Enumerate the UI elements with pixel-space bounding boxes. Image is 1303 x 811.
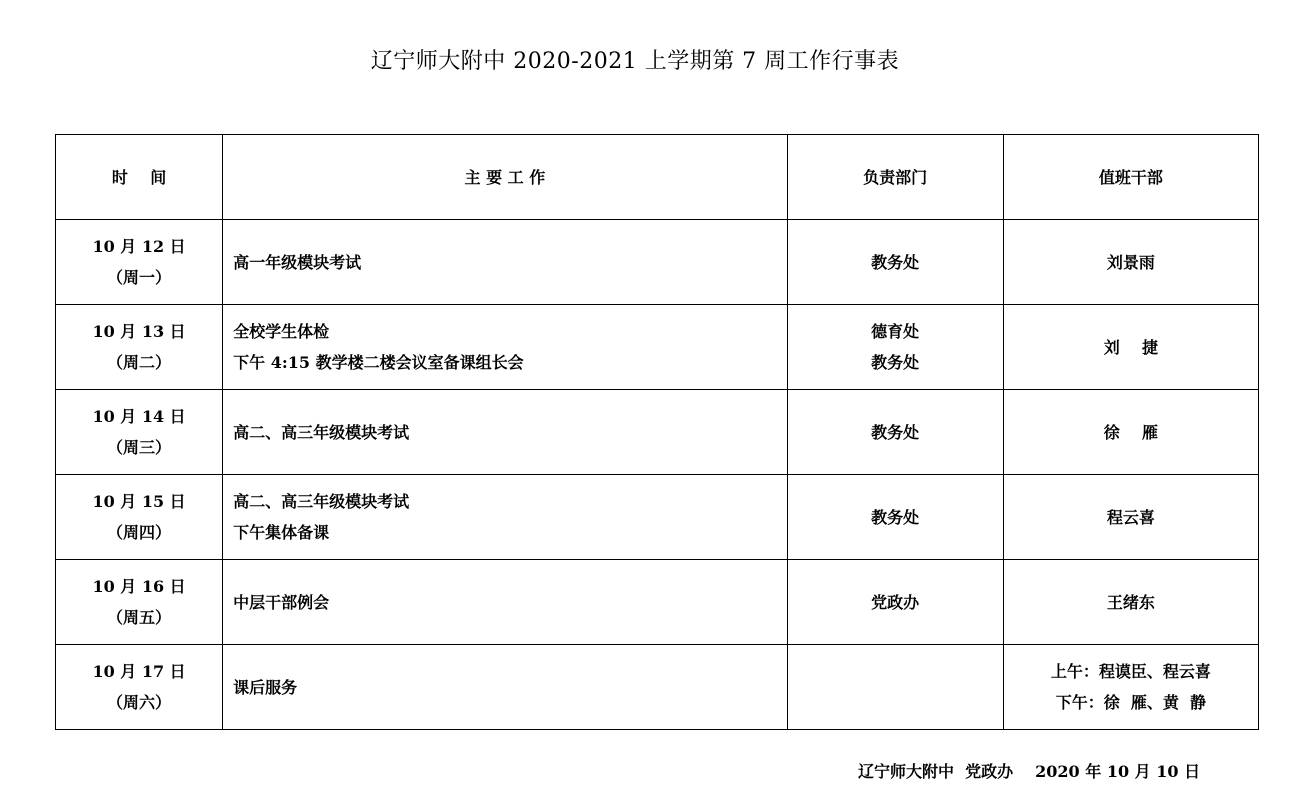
date-cell: 10 月 14 日 （周三） (56, 390, 223, 475)
work-cell: 中层干部例会 (223, 560, 787, 645)
dept-cell (787, 645, 1003, 730)
work-cell: 高一年级模块考试 (223, 220, 787, 305)
header-dept: 负责部门 (787, 135, 1003, 220)
table-row (56, 560, 1259, 645)
table-row (56, 390, 1259, 475)
dept-cell: 德育处 教务处 (787, 305, 1003, 390)
date-cell: 10 月 15 日 （周四） (56, 475, 223, 560)
work-cell: 高二、高三年级模块考试 下午集体备课 (223, 475, 787, 560)
footer-date: 2020 年 10 月 10 日 (1035, 762, 1201, 781)
work-cell: 课后服务 (223, 645, 787, 730)
dept-cell: 教务处 (787, 390, 1003, 475)
header-work: 主 要 工 作 (223, 135, 787, 220)
table-row (56, 645, 1259, 730)
schedule-table (55, 134, 1259, 730)
dept-cell: 党政办 (787, 560, 1003, 645)
table-row (56, 475, 1259, 560)
duty-cell: 上午：程谟臣、程云喜 下午：徐 雁、黄 静 (1003, 645, 1258, 730)
date-cell: 10 月 17 日 （周六） (56, 645, 223, 730)
duty-cell: 王绪东 (1003, 560, 1258, 645)
date-cell: 10 月 13 日 （周二） (56, 305, 223, 390)
dept-cell: 教务处 (787, 475, 1003, 560)
table-header-row (56, 135, 1259, 220)
table-row (56, 220, 1259, 305)
work-cell: 全校学生体检 下午 4:15 教学楼二楼会议室备课组长会 (223, 305, 787, 390)
duty-cell: 刘景雨 (1003, 220, 1258, 305)
dept-cell: 教务处 (787, 220, 1003, 305)
duty-cell: 刘 捷 (1003, 305, 1258, 390)
duty-cell: 程云喜 (1003, 475, 1258, 560)
duty-cell: 徐 雁 (1003, 390, 1258, 475)
header-time: 时 间 (56, 135, 223, 220)
schedule-body (56, 220, 1259, 730)
footer-org: 辽宁师大附中 党政办 (858, 762, 1014, 781)
header-duty: 值班干部 (1003, 135, 1258, 220)
page-title: 辽宁师大附中 2020-2021 上学期第 7 周工作行事表 (370, 49, 900, 74)
date-cell: 10 月 12 日 （周一） (56, 220, 223, 305)
work-cell: 高二、高三年级模块考试 (223, 390, 787, 475)
table-row (56, 305, 1259, 390)
date-cell: 10 月 16 日 （周五） (56, 560, 223, 645)
footer-signature (858, 759, 1222, 782)
